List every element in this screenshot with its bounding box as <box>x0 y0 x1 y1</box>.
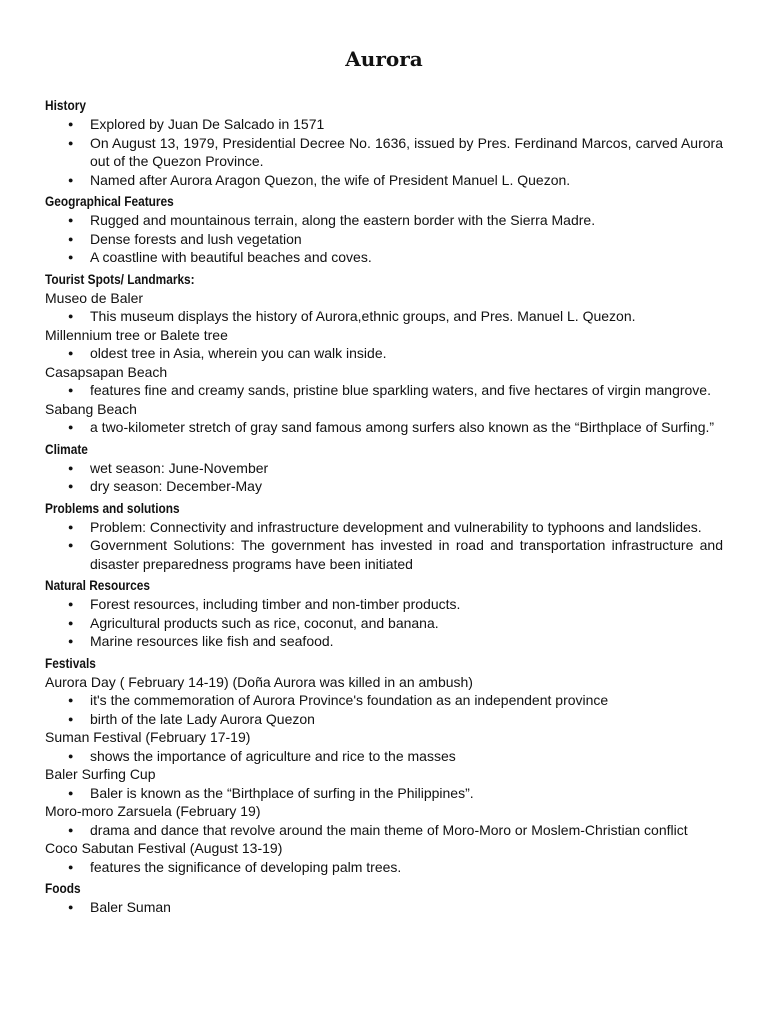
document-body <box>45 94 723 917</box>
history-heading: History <box>45 98 86 113</box>
festivals-heading: Festivals <box>45 655 96 671</box>
list-item: ● This museum displays the history of Aurora,ethnic groups, and Pres. Manuel L. Quezon. <box>45 307 723 326</box>
list-item: ● Explored by Juan De Salcado in 1571 <box>45 115 723 134</box>
climate-heading: Climate <box>45 441 88 457</box>
climate-list <box>45 459 723 496</box>
geography-list <box>45 211 723 267</box>
place-list <box>45 381 723 400</box>
foods-list <box>45 898 723 917</box>
list-item: ● shows the importance of agriculture and rice to the masses <box>45 747 723 766</box>
list-item: ● On August 13, 1979, Presidential Decree No. 1636, issued by Pres. Ferdinand Marcos, carved Aurora out of the Quezon Province. <box>45 134 723 171</box>
list-item: ● Forest resources, including timber and non-timber products. <box>45 595 723 614</box>
resources-list <box>45 595 723 651</box>
list-item: ● Agricultural products such as rice, coconut, and banana. <box>45 614 723 633</box>
geography-heading: Geographical Features <box>45 194 174 209</box>
list-item: ● birth of the late Lady Aurora Quezon <box>45 710 723 729</box>
list-item: ● dry season: December-May <box>45 477 723 496</box>
history-list <box>45 115 723 189</box>
festival-list <box>45 691 723 728</box>
festival-name: Coco Sabutan Festival (August 13-19) <box>45 840 283 856</box>
list-item: ● features the significance of developing palm trees. <box>45 858 723 877</box>
place-name: Sabang Beach <box>45 400 137 417</box>
list-item: ● Baler Suman <box>45 898 723 917</box>
place-list <box>45 307 723 326</box>
festival-name: Baler Surfing Cup <box>45 766 156 782</box>
place-name: Millennium tree or Balete tree <box>45 326 228 343</box>
list-item: ● wet season: June-November <box>45 459 723 478</box>
problems-heading: Problems and solutions <box>45 500 180 516</box>
list-item: ● Baler is known as the “Birthplace of surfing in the Philippines”. <box>45 784 723 803</box>
list-item: ● oldest tree in Asia, wherein you can walk inside. <box>45 344 723 363</box>
list-item: ● Problem: Connectivity and infrastructure development and vulnerability to typhoons and landslides. <box>45 518 723 537</box>
festival-list <box>45 784 723 803</box>
list-item: ● Government Solutions: The government has invested in road and transportation infrastructure and disaster preparedness programs have been initiated <box>45 536 723 573</box>
list-item: ● A coastline with beautiful beaches and coves. <box>45 248 723 267</box>
foods-heading: Foods <box>45 881 81 896</box>
festival-list <box>45 821 723 840</box>
festival-list <box>45 747 723 766</box>
document-title: Aurora <box>345 47 423 71</box>
place-list <box>45 344 723 363</box>
place-name: Museo de Baler <box>45 289 144 306</box>
tourist-spots-heading: Tourist Spots/ Landmarks: <box>45 271 195 287</box>
list-item: ● Marine resources like fish and seafood. <box>45 632 723 651</box>
festival-name: Suman Festival (February 17-19) <box>45 729 251 745</box>
festival-name: Moro-moro Zarsuela (February 19) <box>45 803 261 819</box>
list-item: ● a two-kilometer stretch of gray sand famous among surfers also known as the “Birthplace of Surfing.” <box>45 418 723 437</box>
natural-resources-heading: Natural Resources <box>45 578 150 593</box>
list-item: ● drama and dance that revolve around the main theme of Moro-Moro or Moslem-Christian conflict <box>45 821 723 840</box>
festival-name: Aurora Day ( February 14-19) (Doña Aurora was killed in an ambush) <box>45 673 473 690</box>
list-item: ● it's the commemoration of Aurora Province's foundation as an independent province <box>45 691 723 710</box>
list-item: ● features fine and creamy sands, pristine blue sparkling waters, and five hectares of virgin mangrove. <box>45 381 723 400</box>
festival-list <box>45 858 723 877</box>
list-item: ● Named after Aurora Aragon Quezon, the wife of President Manuel L. Quezon. <box>45 171 723 190</box>
problems-list <box>45 518 723 574</box>
list-item: ● Rugged and mountainous terrain, along the eastern border with the Sierra Madre. <box>45 211 723 230</box>
place-name: Casapsapan Beach <box>45 363 168 380</box>
list-item: ● Dense forests and lush vegetation <box>45 230 723 249</box>
place-list <box>45 418 723 437</box>
